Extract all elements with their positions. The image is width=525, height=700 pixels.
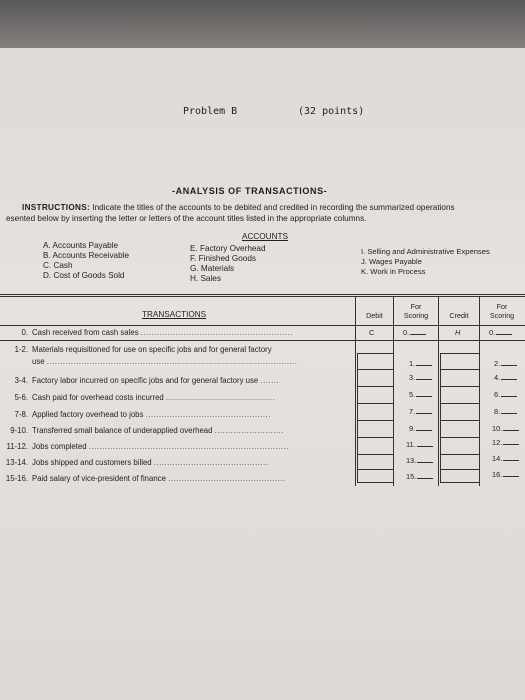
debit-score: 13. [406, 456, 433, 465]
row-text: Cash received from cash sales [32, 328, 139, 337]
row-text: Applied factory overhead to jobs [32, 410, 144, 419]
instructions-label: INSTRUCTIONS: [22, 203, 91, 212]
table-row: 15-16. Paid salary of vice-president of finance ............................................ [0, 474, 285, 483]
accounts-title: ACCOUNTS [242, 232, 288, 241]
row-number: 13-14. [5, 458, 28, 467]
row-text: Jobs completed [32, 442, 87, 451]
problem-label: Problem B [183, 106, 238, 117]
table-row-rule [0, 340, 525, 341]
credit-answer-box[interactable] [440, 353, 480, 483]
row-text: Factory labor incurred on specific jobs and for general factory use [32, 376, 259, 385]
grid-line [355, 296, 356, 486]
credit-score: 12. [492, 438, 519, 447]
accounts-column-2 [190, 244, 266, 284]
credit-score: 2. [494, 359, 517, 368]
row-number: 0. [21, 328, 28, 337]
table-row [0, 345, 272, 354]
account-item: A. Accounts Payable [43, 241, 119, 250]
credit-score: 4. [494, 373, 517, 382]
credit-score: 10. [492, 424, 519, 433]
account-item: B. Accounts Receivable [43, 251, 130, 260]
credit-header: Credit [449, 311, 469, 320]
table-top-rule-double [0, 296, 525, 297]
row-number: 7-8. [14, 410, 28, 419]
row-text: Cash paid for overhead costs incurred [32, 393, 164, 402]
account-item: F. Finished Goods [190, 254, 256, 263]
row-text: Jobs shipped and customers billed [32, 458, 152, 467]
credit-scoring-header: For Scoring [489, 302, 515, 320]
account-item: J. Wages Payable [361, 257, 422, 266]
row-number: 11-12. [6, 442, 28, 451]
debit-header: Debit [366, 311, 383, 320]
row-number: 5-6. [14, 393, 28, 402]
row-text: Materials requisitioned for use on specific jobs and for general factory [32, 345, 272, 354]
table-row: 9-10. Transferred small balance of underapplied overhead .......................... [0, 426, 284, 435]
accounts-column-3 [361, 247, 490, 277]
row-number: 3-4. [14, 376, 28, 385]
grid-line [438, 296, 439, 486]
debit-score: 1. [409, 359, 432, 368]
table-row: 3-4. Factory labor incurred on specific jobs and for general factory use ....... [0, 376, 279, 385]
table-header-rule [0, 325, 525, 326]
transactions-title: TRANSACTIONS [142, 310, 207, 319]
credit-score: 14. [492, 454, 519, 463]
debit-score: 15. [406, 472, 433, 481]
row-text: Transferred small balance of underapplied overhead [32, 426, 213, 435]
table-row: 5-6. Cash paid for overhead costs incurred ......................................... [0, 393, 275, 402]
debit-score: 3. [409, 373, 432, 382]
account-item: G. Materials [190, 264, 235, 273]
account-item: E. Factory Overhead [190, 244, 266, 253]
debit-score: 0. [403, 328, 426, 337]
debit-score: 7. [409, 407, 432, 416]
table-row-continuation: use .............................................................................................. [32, 357, 298, 366]
row-number: 9-10. [10, 426, 28, 435]
points-label: (32 points) [298, 106, 365, 117]
credit-score: 8. [494, 407, 517, 416]
instructions-line1: Indicate the titles of the accounts to be debited and credited in recording the summarized operations [92, 203, 455, 212]
account-item: C. Cash [43, 261, 73, 270]
credit-score: 0. [489, 328, 512, 337]
row-number: 1-2. [14, 345, 28, 354]
table-row: 0. Cash received from cash sales ......................................................... [0, 328, 293, 337]
table-row: 13-14. Jobs shipped and customers billed ........................................... [0, 458, 268, 467]
account-item: I. Selling and Administrative Expenses [361, 247, 490, 256]
instructions [6, 202, 521, 224]
section-title: -ANALYSIS OF TRANSACTIONS- [172, 186, 328, 196]
table-row: 11-12. Jobs completed ........................................................................... [0, 442, 289, 451]
debit-score: 9. [409, 424, 432, 433]
account-item: K. Work in Process [361, 267, 426, 276]
debit-answer: C [369, 328, 375, 337]
debit-score: 11. [406, 440, 433, 449]
credit-score: 6. [494, 390, 517, 399]
credit-score: 16. [492, 470, 519, 479]
table-top-rule [0, 294, 525, 295]
debit-scoring-header: For Scoring [403, 302, 429, 320]
account-item: D. Cost of Goods Sold [43, 271, 125, 280]
accounts-column-1 [43, 241, 129, 281]
account-item: H. Sales [190, 274, 221, 283]
credit-answer: H [455, 328, 461, 337]
table-row: 7-8. Applied factory overhead to jobs ............................................... [0, 410, 271, 419]
row-number: 15-16. [5, 474, 28, 483]
row-text: Paid salary of vice-president of finance [32, 474, 166, 483]
debit-score: 5. [409, 390, 432, 399]
instructions-line2: esented below by inserting the letter or letters of the account titles listed in the appropriate columns. [6, 214, 367, 223]
row-text: use [32, 357, 45, 366]
debit-answer-box[interactable] [357, 353, 394, 483]
